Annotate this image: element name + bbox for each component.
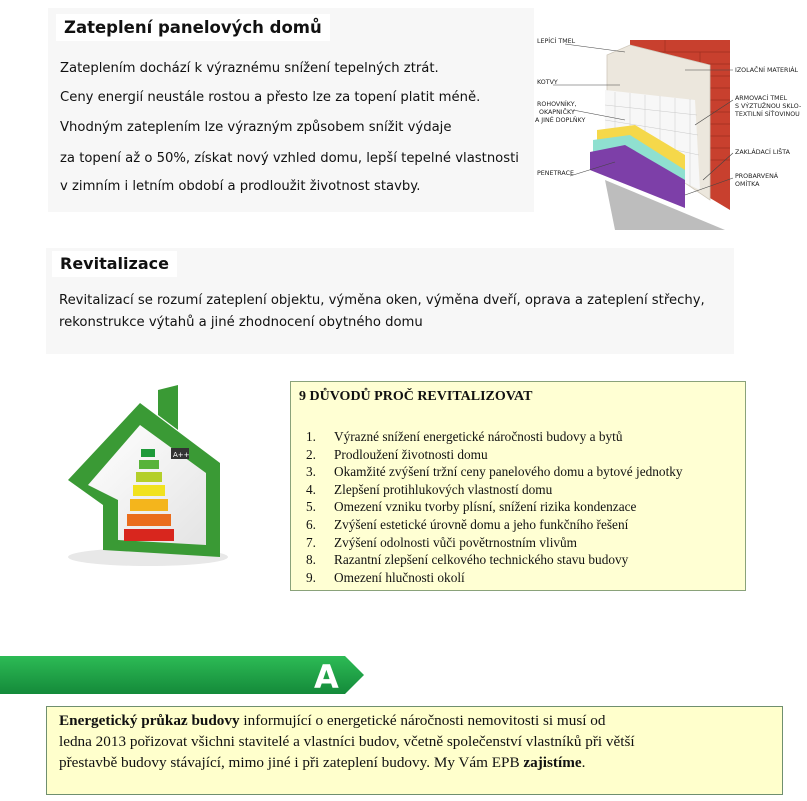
energy-bar bbox=[124, 529, 174, 541]
reason-number: 1. bbox=[306, 429, 316, 444]
reason-text: Zlepšení protihlukových vlastností domu bbox=[334, 482, 553, 497]
epb-ensure: zajistíme bbox=[523, 754, 582, 771]
reason-number: 5. bbox=[306, 499, 316, 514]
energy-bar bbox=[133, 485, 165, 496]
arrow-shape bbox=[0, 656, 364, 694]
reason-text: Prodloužení životnosti domu bbox=[334, 447, 488, 462]
energy-bar bbox=[141, 449, 155, 457]
reason-text: Okamžité zvýšení tržní ceny panelového domu a bytové jednotky bbox=[334, 464, 683, 479]
label-base-profile: ZAKLÁDACÍ LIŠTA bbox=[735, 149, 790, 156]
insulation-text-line: za topení až o 50%, získat nový vzhled domu, lepší tepelné vlastnosti bbox=[60, 151, 519, 166]
reason-text: Výrazné snížení energetické náročnosti budovy a bytů bbox=[334, 429, 623, 444]
reason-number: 7. bbox=[306, 535, 316, 550]
epb-line-3 bbox=[59, 754, 585, 772]
reason-text: Omezení vzniku tvorby plísní, snížení rizika kondenzace bbox=[334, 499, 637, 514]
energy-bar bbox=[130, 499, 168, 511]
energy-label: A++ bbox=[173, 451, 190, 459]
reason-number: 8. bbox=[306, 552, 316, 567]
label-reinforcement-3: TEXTILNÍ SÍŤOVINOU bbox=[735, 111, 800, 118]
reason-number: 2. bbox=[306, 447, 316, 462]
revitalization-text-line: Revitalizací se rozumí zateplení objektu, výměna oken, výměna dveří, oprava a zateplení střechy, bbox=[59, 293, 705, 308]
insulation-text-line: Vhodným zateplením lze výrazným způsobem snížit výdaje bbox=[60, 120, 452, 135]
epb-line-3-text: přestavbě budovy stávající, mimo jiné i při zateplení budovy. My Vám EPB bbox=[59, 754, 524, 771]
insulation-text-line: Zateplením dochází k výraznému snížení tepelných ztrát. bbox=[60, 61, 439, 76]
label-insulation: IZOLAČNÍ MATERIÁL bbox=[735, 67, 799, 74]
label-plaster-2: OMÍTKA bbox=[735, 181, 760, 188]
label-corners: ROHOVNÍKY, bbox=[537, 101, 577, 108]
insulation-text-line: Ceny energií neustále rostou a přesto lze za topení platit méně. bbox=[60, 90, 481, 105]
label-reinforcement: ARMOVACÍ TMEL bbox=[735, 95, 788, 102]
energy-bar bbox=[139, 460, 159, 469]
label-plaster: PROBARVENÁ bbox=[735, 173, 779, 180]
label-anchors: KOTVY bbox=[537, 79, 558, 86]
epb-line-2: ledna 2013 pořizovat všichni stavitelé a vlastníci budov, včetně společenství vlastníků při větší bbox=[59, 733, 635, 750]
epb-line-1 bbox=[59, 712, 605, 730]
insulation-section-title: Zateplení panelových domů bbox=[56, 14, 330, 41]
epb-term: Energetický průkaz budovy bbox=[59, 712, 240, 729]
revitalization-text-line: rekonstrukce výtahů a jiné zhodnocení obytného domu bbox=[59, 315, 423, 330]
wall-insulation-diagram bbox=[535, 30, 802, 230]
energy-class-arrow bbox=[0, 655, 365, 695]
label-accessories: A JINÉ DOPLŇKY bbox=[535, 117, 586, 124]
reason-number: 4. bbox=[306, 482, 316, 497]
reason-text: Omezení hlučnosti okolí bbox=[334, 570, 465, 585]
epb-line-1-text: informující o energetické náročnosti nemovitosti si musí od bbox=[239, 712, 606, 729]
reason-text: Zvýšení odolnosti vůči povětrnostním vlivům bbox=[334, 535, 578, 550]
reason-number: 9. bbox=[306, 570, 316, 585]
epb-line-3-end: . bbox=[581, 754, 586, 771]
reason-text: Zvýšení estetické úrovně domu a jeho funkčního řešení bbox=[334, 517, 629, 532]
label-drips: OKAPNIČKY bbox=[539, 109, 575, 116]
energy-bar bbox=[127, 514, 171, 526]
reasons-title: 9 DŮVODŮ PROČ REVITALIZOVAT bbox=[299, 389, 533, 404]
energy-house-icon bbox=[48, 385, 238, 570]
energy-bar bbox=[136, 472, 162, 482]
label-reinforcement-2: S VÝZTUŽNOU SKLO- bbox=[735, 103, 802, 110]
energy-class-letter: A bbox=[314, 658, 339, 696]
label-adhesive: LEPÍCÍ TMEL bbox=[537, 38, 576, 45]
revitalization-section-title: Revitalizace bbox=[52, 251, 177, 277]
insulation-text-line: v zimním i letním období a prodloužit životnost stavby. bbox=[60, 179, 421, 194]
label-primer: PENETRACE bbox=[537, 170, 575, 177]
reason-number: 3. bbox=[306, 464, 316, 479]
reason-text: Razantní zlepšení celkového technického stavu budovy bbox=[334, 552, 629, 567]
reason-number: 6. bbox=[306, 517, 316, 532]
